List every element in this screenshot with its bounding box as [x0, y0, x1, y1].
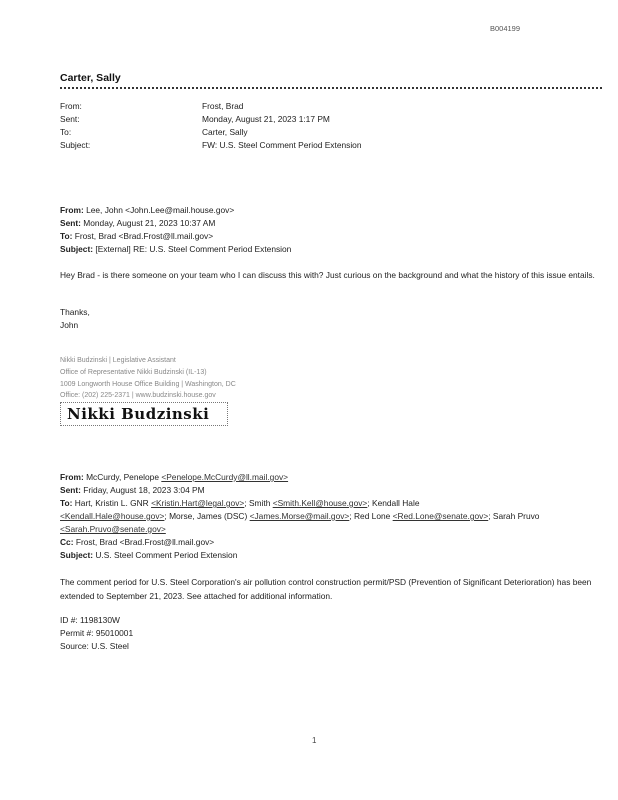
- msg2-to-c: ; Kendall Hale: [367, 498, 420, 508]
- msg1-to-label: To:: [60, 231, 73, 241]
- msg1-signer: John: [60, 320, 79, 330]
- msg2-to-d-email-link[interactable]: <Kendall.Hale@house.gov>: [60, 511, 165, 521]
- msg2-from-email-link[interactable]: <Penelope.McCurdy@ll.mail.gov>: [161, 472, 289, 482]
- to-value: Carter, Sally: [202, 127, 248, 137]
- from-label: From:: [60, 101, 82, 111]
- msg2-to-b: ; Smith: [244, 498, 271, 508]
- to-label: To:: [60, 127, 72, 137]
- from-value: Frost, Brad: [202, 101, 244, 111]
- msg1-sent-value: Monday, August 21, 2023 10:37 AM: [83, 218, 216, 228]
- signature-line-3: 1009 Longworth House Office Building | Washington, DC: [60, 381, 236, 388]
- sent-label: Sent:: [60, 114, 80, 124]
- msg1-subject-value: [External] RE: U.S. Steel Comment Period Extension: [95, 244, 292, 254]
- msg2-to-g: ; Sarah Pruvo: [488, 511, 540, 521]
- msg1-from: [60, 205, 234, 215]
- msg2-to-label: To:: [60, 498, 73, 508]
- msg1-subject: [60, 244, 291, 254]
- header-divider: [60, 87, 602, 91]
- msg1-subject-label: Subject:: [60, 244, 94, 254]
- msg2-cc-value: Frost, Brad <Brad.Frost@ll.mail.gov>: [75, 537, 215, 547]
- msg2-to-a: Hart, Kristin L. GNR: [74, 498, 149, 508]
- mailbox-owner: Carter, Sally: [60, 72, 121, 84]
- signature-line-4: Office: (202) 225-2371 | www.budzinski.house.gov: [60, 392, 216, 399]
- signature-logo: Nikki Budzinski: [60, 402, 228, 426]
- msg2-to-g-email-link[interactable]: <Sarah.Pruvo@senate.gov>: [60, 524, 166, 534]
- bates-number: B004199: [490, 24, 521, 33]
- msg2-to-a-email-link[interactable]: <Kristin.Hart@legal.gov>: [151, 498, 245, 508]
- msg2-from-label: From:: [60, 472, 84, 482]
- msg2-source-line: Source: U.S. Steel: [60, 641, 129, 651]
- msg2-subject-label: Subject:: [60, 550, 94, 560]
- subject-label: Subject:: [60, 140, 91, 150]
- msg2-to-f-email-link[interactable]: <Red.Lone@senate.gov>: [392, 511, 489, 521]
- sent-value: Monday, August 21, 2023 1:17 PM: [202, 114, 330, 124]
- msg1-from-label: From:: [60, 205, 84, 215]
- msg2-cc-label: Cc:: [60, 537, 74, 547]
- msg2-cc: [60, 537, 214, 547]
- msg2-from-name: McCurdy, Penelope: [86, 472, 159, 482]
- msg2-to-line-2: [60, 511, 539, 521]
- msg1-body: Hey Brad - is there someone on your team who I can discuss this with? Just curious on the background and what the history of this issue entails.: [60, 270, 595, 280]
- msg2-permit-line: Permit #: 95010001: [60, 628, 134, 638]
- msg2-to-line-3: [60, 524, 166, 534]
- msg1-closing: Thanks,: [60, 307, 90, 317]
- msg2-id-line: ID #: 1198130W: [60, 615, 120, 625]
- msg2-sent-value: Friday, August 18, 2023 3:04 PM: [83, 485, 205, 495]
- msg2-to-b-email-link[interactable]: <Smith.Kell@house.gov>: [272, 498, 368, 508]
- msg2-sent-label: Sent:: [60, 485, 81, 495]
- page-number: 1: [312, 736, 317, 745]
- msg2-body: The comment period for U.S. Steel Corporation's air pollution control construction permit/PSD (Prevention of Significant Deterioration) has been extended to September 21, 2023. See attached for additional information.: [60, 577, 592, 601]
- subject-value: FW: U.S. Steel Comment Period Extension: [202, 140, 362, 150]
- msg1-to-value: Frost, Brad <Brad.Frost@ll.mail.gov>: [74, 231, 214, 241]
- msg2-subject: [60, 550, 237, 560]
- msg2-from: [60, 472, 288, 482]
- msg1-sent: [60, 218, 215, 228]
- msg2-to-e-email-link[interactable]: <James.Morse@mail.gov>: [249, 511, 350, 521]
- msg2-sent: [60, 485, 205, 495]
- msg2-to-f: ; Red Lone: [349, 511, 391, 521]
- msg1-to: [60, 231, 213, 241]
- msg1-from-value: Lee, John <John.Lee@mail.house.gov>: [86, 205, 235, 215]
- msg2-to-line-1: [60, 498, 419, 508]
- signature-line-2: Office of Representative Nikki Budzinski (IL-13): [60, 369, 207, 376]
- msg2-subject-value: U.S. Steel Comment Period Extension: [95, 550, 238, 560]
- signature-line-1: Nikki Budzinski | Legislative Assistant: [60, 357, 176, 364]
- msg1-sent-label: Sent:: [60, 218, 81, 228]
- msg2-to-e: ; Morse, James (DSC): [164, 511, 248, 521]
